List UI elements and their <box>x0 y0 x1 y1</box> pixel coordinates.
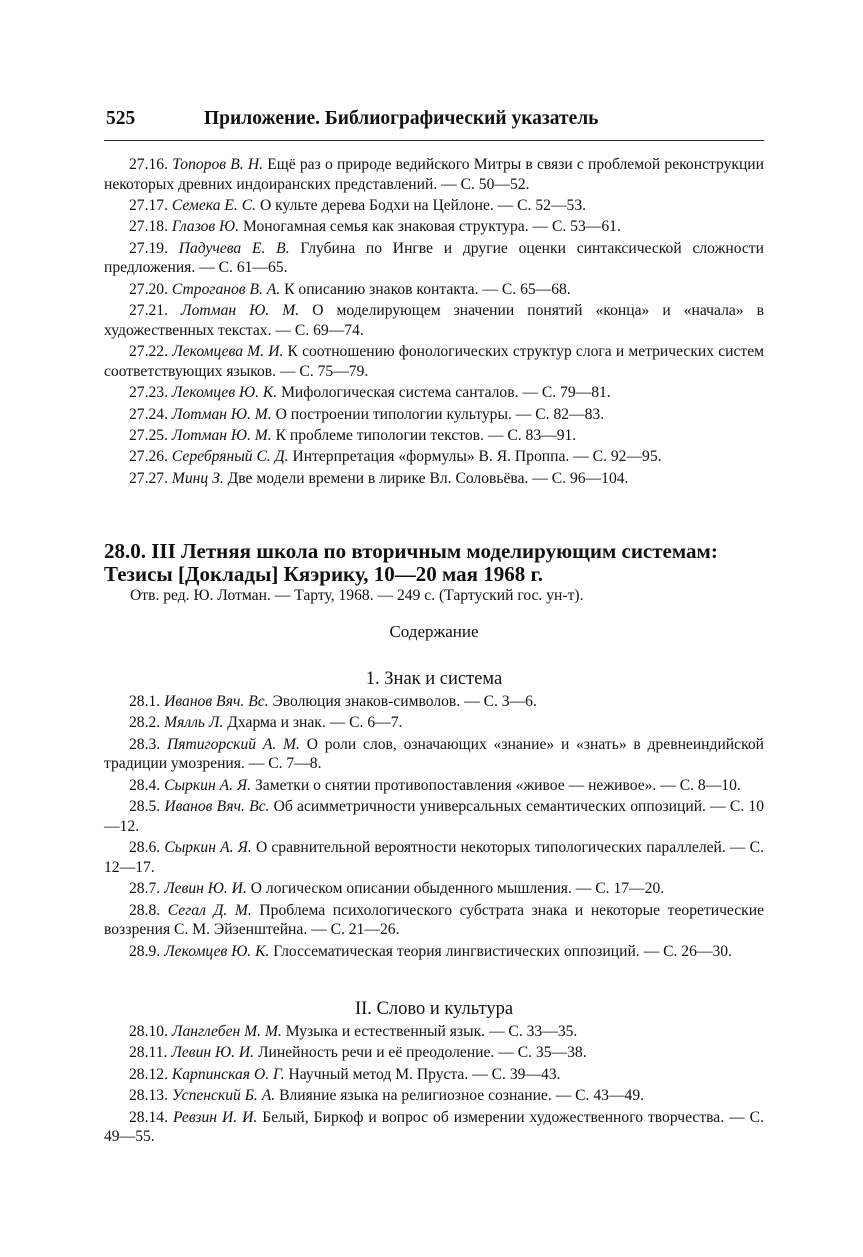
bib-entry: 28.7. Левин Ю. И. О логическом описании обыденного мышления. — С. 17—20. <box>129 880 665 898</box>
bib-entry: 28.1. Иванов Вяч. Вс. Эволюция знаков-символов. — С. 3—6. <box>129 693 537 710</box>
bib-entry: 28.11. Левин Ю. И. Линейность речи и её преодоление. — С. 35—38. <box>129 1044 587 1062</box>
contents-heading: Содержание <box>389 622 479 641</box>
part-2 <box>104 998 764 1149</box>
contents-block <box>104 622 764 642</box>
part-heading: 1. Знак и система <box>365 669 503 689</box>
section-28-header <box>104 540 764 606</box>
bib-entry: 27.23. Лекомцев Ю. К. Мифологическая система санталов. — С. 79—81. <box>129 384 611 402</box>
bib-entry: 28.12. Карпинская О. Г. Научный метод М. Пруста. — С. 39—43. <box>129 1065 561 1083</box>
bib-entry: 27.17. Семека Е. С. О культе дерева Бодхи на Цейлоне. — С. 52—53. <box>129 196 587 214</box>
bib-entry: 28.14. Ревзин И. И. Белый, Биркоф и вопрос об измерении художественного творчества. — С. 49—55. <box>104 1108 764 1146</box>
bib-entry: 27.26. Серебряный С. Д. Интерпретация «формулы» В. Я. Проппа. — С. 92—95. <box>129 448 662 466</box>
bib-entry: 28.6. Сыркин А. Я. О сравнительной вероятности некоторых типологических параллелей. — С. 12—17. <box>104 839 764 876</box>
section-heading: 28.0. III Летняя школа по вторичным моделирующим системам: Тезисы [Доклады] Кяэрику, 10—20 мая 1968 г. <box>104 539 718 586</box>
bib-entry: 28.8. Сегал Д. М. Проблема психологического субстрата знака и некоторые теоретические воззрения С. М. Эйзенштейна. — С. 21—26. <box>104 901 764 939</box>
bib-entry: 28.9. Лекомцев Ю. К. Глоссематическая теория лингвистических оппозиций. — С. 26—30. <box>129 942 732 960</box>
bib-entry: 28.13. Успенский Б. А. Влияние языка на религиозное сознание. — С. 43—49. <box>129 1087 645 1105</box>
bib-entry: 27.20. Строганов В. А. К описанию знаков контакта. — С. 65—68. <box>129 280 571 298</box>
header-rule <box>104 140 764 141</box>
bib-entry: 27.16. Топоров В. Н. Ещё раз о природе ведийского Митры в связи с проблемой реконструкции некоторых древних индоиранских представлений. — С. 50—52. <box>104 156 764 193</box>
bib-entry: 27.24. Лотман Ю. М. О построении типологии культуры. — С. 82—83. <box>129 405 605 423</box>
bib-entry: 28.2. Мялль Л. Дхарма и знак. — С. 6—7. <box>129 714 403 732</box>
section-subline: Отв. ред. Ю. Лотман. — Тарту, 1968. — 249 с. (Тартуский гос. ун-т). <box>130 587 584 604</box>
bib-entry: 27.18. Глазов Ю. Моногамная семья как знаковая структура. — С. 53—61. <box>129 218 621 236</box>
bib-entry: 28.4. Сыркин А. Я. Заметки о снятии противопоставления «живое — неживое». — С. 8—10. <box>129 776 741 794</box>
running-title: Приложение. Библиографический указатель <box>204 108 599 129</box>
part-1 <box>104 668 764 963</box>
bib-entry: 27.22. Лекомцева М. И. К соотношению фонологических структур слога и метрических систем соответствующих языков. — С. 75—79. <box>104 343 765 380</box>
bib-entry: 27.19. Падучева Е. В. Глубина по Ингве и другие оценки синтаксической сложности предложения. — С. 61—65. <box>104 239 764 277</box>
running-header <box>106 104 766 134</box>
part-heading: II. Слово и культура <box>354 999 514 1019</box>
page-number: 525 <box>106 108 136 129</box>
bib-entry: 27.27. Минц З. Две модели времени в лирике Вл. Соловьёва. — С. 96—104. <box>129 469 629 487</box>
bib-entry: 28.5. Иванов Вяч. Вс. Об асимметричности универсальных семантических оппозиций. — С. 10—12. <box>104 798 765 835</box>
entries-27 <box>104 155 764 490</box>
bib-entry: 27.25. Лотман Ю. М. К проблеме типологии текстов. — С. 83—91. <box>129 426 577 444</box>
bib-entry: 28.10. Ланглебен М. М. Музыка и естественный язык. — С. 33—35. <box>129 1023 578 1040</box>
bib-entry: 28.3. Пятигорский А. М. О роли слов, означающих «знание» и «знать» в древнеиндийской традиции умозрения. — С. 7—8. <box>104 735 765 773</box>
bib-entry: 27.21. Лотман Ю. М. О моделирующем значении понятий «конца» и «начала» в художественных текстах. — С. 69—74. <box>104 302 764 339</box>
